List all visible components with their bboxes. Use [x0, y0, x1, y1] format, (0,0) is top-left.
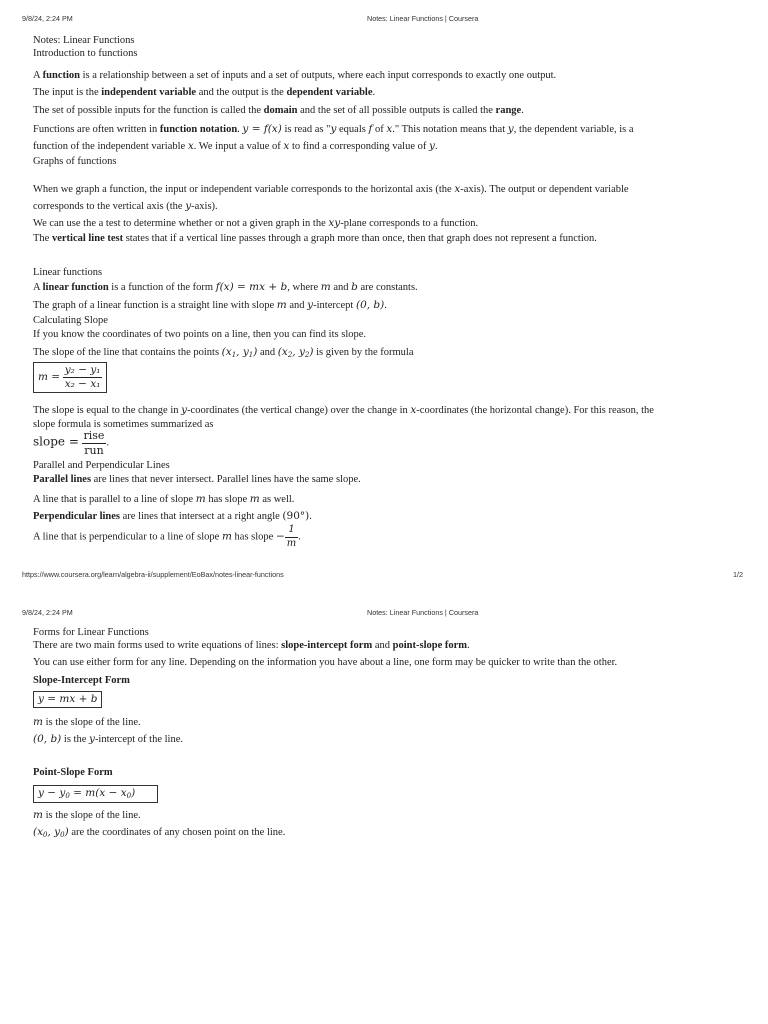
function-definition: A function is a relationship between a set of inputs and a set of outputs, where each input corresponds to exactly one output.	[33, 70, 557, 81]
slope-formula-box	[33, 362, 107, 393]
parallel-slope: A line that is parallel to a line of slope m has slope m as well.	[33, 493, 295, 505]
domain-range-paragraph: The set of possible inputs for the function is called the domain and the set of all possible outputs is called the range.	[33, 105, 524, 116]
perpendicular-definition: Perpendicular lines are lines that intersect at a right angle (90°).	[33, 510, 312, 522]
slope-intercept-formula: y = mx + b	[33, 691, 102, 708]
function-notation-line2: function of the independent variable x. We input a value of x to find a corresponding value of y.	[33, 140, 438, 152]
slope-explanation-line2: slope formula is sometimes summarized as	[33, 419, 214, 430]
graph-paragraph-line3: We can use the a test to determine whether or not a given graph in the xy-plane corresponds to a function.	[33, 217, 479, 229]
perpendicular-slope: A line that is perpendicular to a line of slope m has slope − $\frac{1}{m}$ .	[33, 524, 301, 549]
intro-heading: Introduction to functions	[33, 48, 138, 59]
point-slope-point: ($x_0$, $y_0$) are the coordinates of any chosen point on the line.	[33, 826, 286, 839]
graph-paragraph-line2: corresponds to the vertical axis (the y-axis).	[33, 200, 218, 212]
slope-intro: If you know the coordinates of two points on a line, then you can find its slope.	[33, 329, 367, 340]
parallel-heading: Parallel and Perpendicular Lines	[33, 460, 170, 471]
point-slope-formula: $y - y_0 = m(x - x_0)$	[33, 785, 158, 803]
slope-heading: Calculating Slope	[33, 315, 108, 326]
slope-intercept-heading: Slope-Intercept Form	[33, 675, 130, 686]
linear-graph-paragraph: The graph of a linear function is a straight line with slope m and y-intercept (0, b).	[33, 299, 387, 311]
point-slope-m: m is the slope of the line.	[33, 809, 141, 821]
forms-choice: You can use either form for any line. Depending on the information you have about a line, one form may be quicker to write than the other.	[33, 657, 618, 668]
variables-paragraph: The input is the independent variable and the output is the dependent variable.	[33, 87, 376, 98]
page-number: 1/2	[733, 570, 743, 579]
linear-heading: Linear functions	[33, 267, 103, 278]
print-url: https://www.coursera.org/learn/algebra-ii/supplement/EoBax/notes-linear-functions	[22, 570, 284, 579]
slope-explanation-line1: The slope is equal to the change in y-coordinates (the vertical change) over the change in x-coordinates (the horizontal change). For this reason, the	[33, 404, 654, 416]
page-title: Notes: Linear Functions	[33, 35, 135, 46]
print-datetime-page2: 9/8/24, 2:24 PM	[22, 608, 73, 617]
slope-intercept-m: m is the slope of the line.	[33, 716, 141, 728]
rise-over-run-formula: slope = $\frac{\text{rise}}{\text{run}}$ .	[33, 429, 110, 457]
print-title: Notes: Linear Functions | Coursera	[367, 14, 479, 23]
vertical-line-test: The vertical line test states that if a vertical line passes through a graph more than once, then that graph does not represent a function.	[33, 233, 597, 244]
graphs-heading: Graphs of functions	[33, 156, 117, 167]
forms-heading: Forms for Linear Functions	[33, 627, 149, 638]
parallel-definition: Parallel lines are lines that never intersect. Parallel lines have the same slope.	[33, 474, 361, 485]
slope-formula-fraction: $\frac{\text{y₂ − y₁}}{\text{x₂ − x₁}}$	[64, 364, 101, 391]
slope-intercept-b: (0, b) is the y-intercept of the line.	[33, 733, 183, 745]
print-title-page2: Notes: Linear Functions | Coursera	[367, 608, 479, 617]
forms-intro: There are two main forms used to write equations of lines: slope-intercept form and point-slope form.	[33, 640, 470, 651]
slope-points-paragraph: The slope of the line that contains the points ($x_1$, $y_1$) and ($x_2$, $y_2$) is given by the formula	[33, 346, 414, 359]
slope-formula-lhs: m =	[38, 371, 61, 384]
linear-definition: A linear function is a function of the form f(x) = mx + b, where m and b are constants.	[33, 281, 418, 293]
point-slope-heading: Point-Slope Form	[33, 767, 113, 778]
print-datetime: 9/8/24, 2:24 PM	[22, 14, 73, 23]
function-notation-line1: Functions are often written in function notation. y = f(x) is read as "y equals f of x." This notation means that y, the dependent variable, is a	[33, 123, 634, 135]
graph-paragraph-line1: When we graph a function, the input or independent variable corresponds to the horizontal axis (the x-axis). The output or dependent variable	[33, 183, 629, 195]
